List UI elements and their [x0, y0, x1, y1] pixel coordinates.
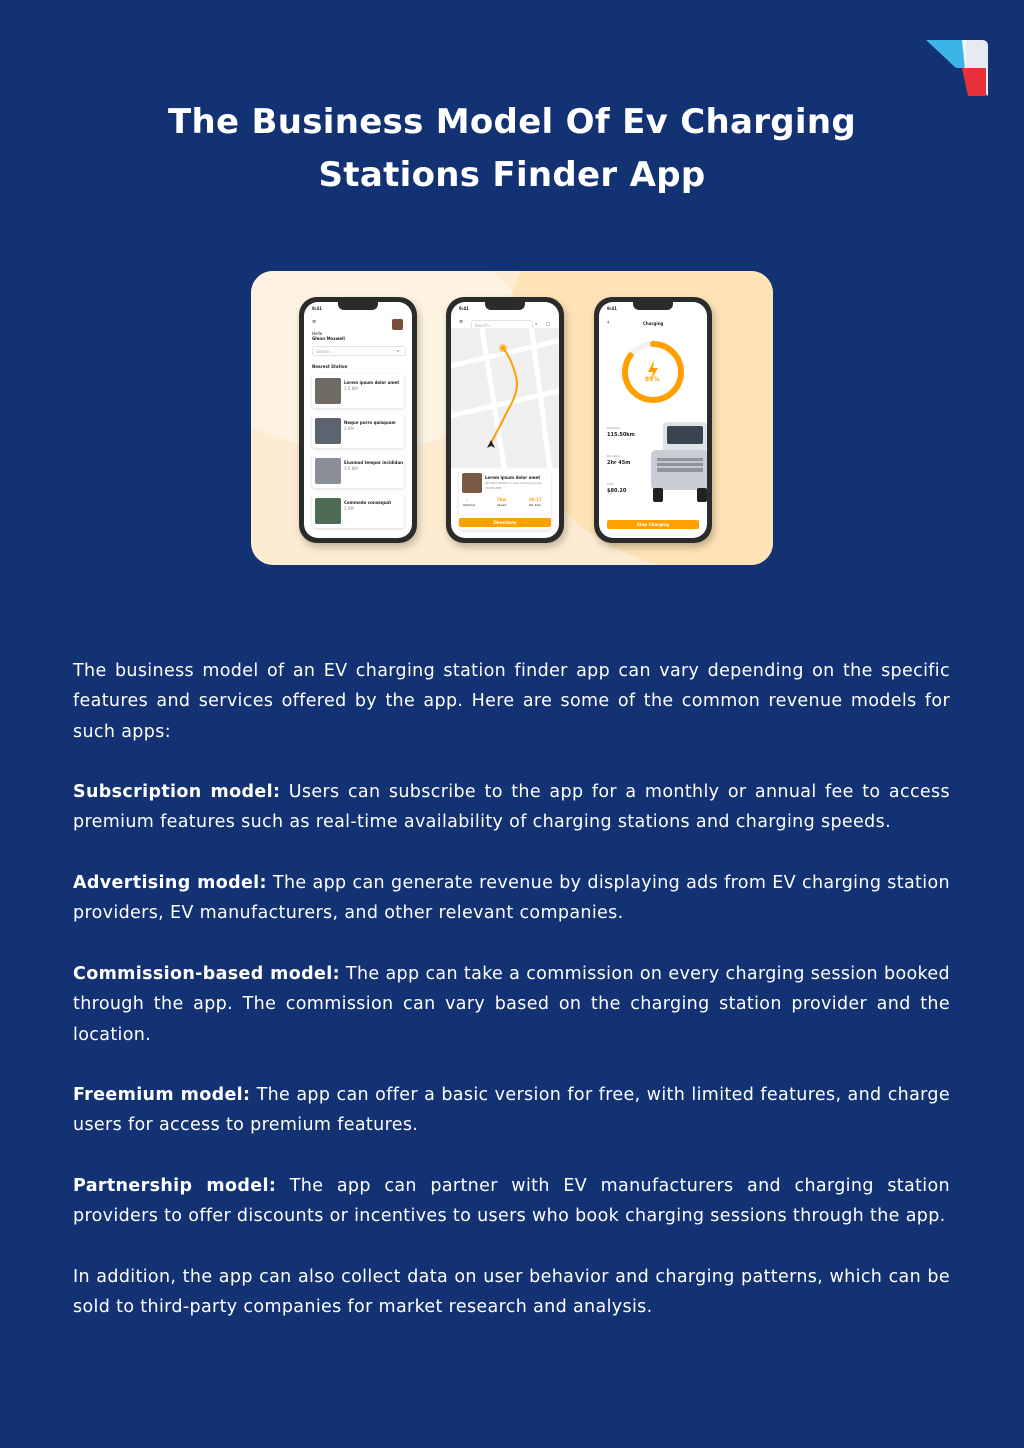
- map-view[interactable]: [451, 328, 559, 468]
- page-title: [112, 96, 912, 202]
- title-line-1: The Business Model Of Ev Charging: [167, 102, 857, 142]
- search-input[interactable]: Search...: [471, 320, 533, 330]
- car-image: [647, 420, 707, 504]
- list-item[interactable]: Lorem ipsum dolor amet 2.5 KM: [312, 374, 404, 408]
- status-time: 9:41: [459, 306, 469, 311]
- station-thumbnail: [315, 378, 341, 404]
- station-thumbnail: [315, 498, 341, 524]
- menu-icon: ≡: [459, 319, 464, 325]
- station-thumbnail: [315, 418, 341, 444]
- greeting: Hello: [312, 331, 323, 336]
- status-time: 9:41: [607, 306, 617, 311]
- model-advertising: Advertising model: The app can generate revenue by displaying ads from EV charging station providers, EV manufacturers, and other relevant companies.: [73, 873, 950, 924]
- hero-app-mockup: [251, 271, 773, 565]
- intro-paragraph: The business model of an EV charging station finder app can vary depending on the specific features and services offered by the app. Here are some of the common revenue models for such apps:: [73, 661, 950, 742]
- screen-header: Charging: [643, 321, 664, 326]
- closing-paragraph: In addition, the app can also collect data on user behavior and charging patterns, which can be sold to third-party companies for market research and analysis.: [73, 1266, 950, 1318]
- duration-value: 2hr 45m: [607, 460, 631, 466]
- model-partnership: Partnership model: The app can partner with EV manufacturers and charging station providers to offer discounts or incentives to users who book charging sessions through the app.: [73, 1176, 950, 1227]
- search-icon: ⌕: [397, 348, 400, 353]
- title-line-2: Stations Finder App: [318, 155, 706, 195]
- phone-map-directions: [446, 297, 564, 543]
- filter-icon: □: [546, 321, 550, 326]
- cost-value: $80.20: [607, 488, 627, 494]
- back-icon[interactable]: ‹: [607, 319, 610, 326]
- section-title: Nearest Station: [312, 364, 348, 369]
- brand-logo-icon: [922, 34, 990, 102]
- list-item[interactable]: Commodo consequat 1 KM: [312, 494, 404, 528]
- list-item[interactable]: Eiusmod tempor incididun 3.6 KM: [312, 454, 404, 488]
- search-icon: ⌕: [535, 321, 538, 326]
- phone-station-list: [299, 297, 417, 543]
- station-thumbnail: [315, 458, 341, 484]
- search-input[interactable]: Search... ⌕: [312, 346, 406, 356]
- status-time: 9:41: [312, 306, 322, 311]
- station-thumbnail: [462, 473, 482, 493]
- star-icon: ☆: [465, 497, 469, 502]
- article-body: [73, 656, 950, 1353]
- phone-charging-status: 9:41 ‹ Charging 85% Distance 115.50km Duration 2hr 45m Cost $80.20 Stop Charging: [594, 297, 712, 543]
- model-freemium: Freemium model: The app can offer a basic version for free, with limited features, and charge users for access to premium features.: [73, 1085, 950, 1136]
- stop-charging-button[interactable]: Stop Charging: [607, 520, 699, 529]
- avatar: [392, 319, 403, 330]
- charge-progress-ring: [619, 338, 687, 406]
- model-commission: Commission-based model: The app can take a commission on every charging session booked through the app. The commission can vary based on the charging station provider and the location.: [73, 963, 950, 1045]
- route-map-icon: [451, 328, 559, 468]
- station-detail-card: Lorem ipsum dolor amet 46 Saint Martin's Lane, Charing Cross, WC2N 4HR ☆ Optimal 7kw Speed $0.17 Per kwh: [459, 470, 551, 530]
- directions-button[interactable]: Directions: [459, 518, 551, 527]
- charge-percent: 85%: [645, 376, 660, 383]
- user-name: Glenn Maxwell: [312, 336, 345, 341]
- distance-value: 115.50km: [607, 432, 635, 438]
- menu-icon: ≡: [312, 319, 317, 325]
- model-subscription: Subscription model: Users can subscribe to the app for a monthly or annual fee to access premium features such as real-time availability of charging stations and charging speeds.: [73, 782, 950, 833]
- list-item[interactable]: Neque porro quisquam 3 KM: [312, 414, 404, 448]
